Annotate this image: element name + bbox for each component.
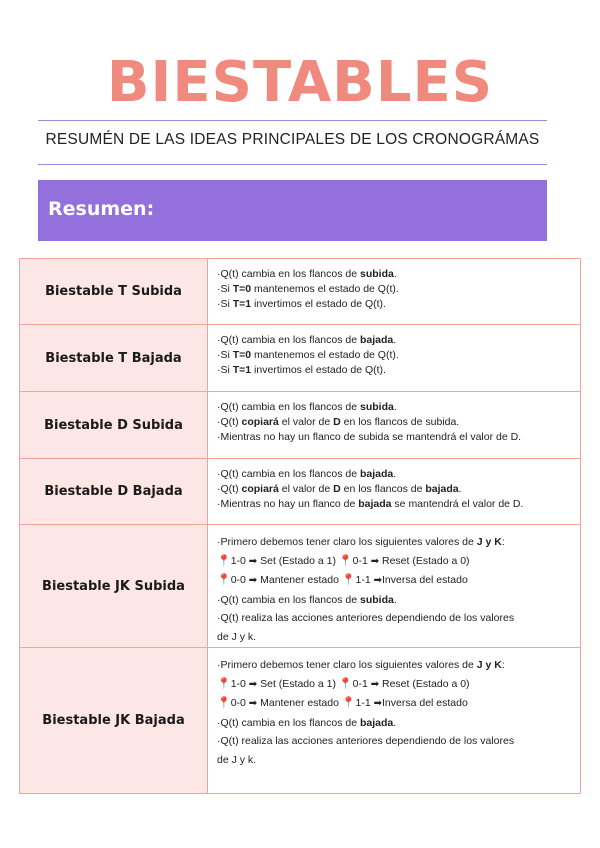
right-arrow-icon: ➡ — [370, 555, 380, 567]
bold-term: subida — [359, 593, 394, 606]
text-run: invertimos el estado de Q(t). — [251, 364, 386, 376]
description-line — [217, 714, 574, 733]
bottom-divider — [38, 164, 547, 165]
text-run: ·Si — [217, 298, 233, 310]
text-run: el valor de — [278, 416, 334, 428]
text-run: 1-0 — [230, 677, 249, 690]
pushpin-icon: 📍 — [338, 677, 353, 690]
row-label: Biestable T Bajada — [20, 325, 208, 392]
pushpin-icon: 📍 — [217, 677, 231, 690]
text-run: Inversa del estado — [382, 574, 468, 586]
text-run: ·Si — [217, 364, 233, 376]
bold-term: J y K — [476, 536, 502, 548]
description-line — [217, 694, 574, 714]
text-run: de J y k. — [217, 630, 257, 643]
bold-term: bajada — [359, 716, 394, 729]
text-run: 0-1 — [352, 554, 371, 567]
pushpin-icon: 📍 — [341, 574, 356, 586]
text-run: . — [393, 593, 397, 606]
text-run: ·Primero debemos tener claro los siguientes valores de — [217, 659, 477, 671]
text-run: ·Primero debemos tener claro los siguientes valores de — [217, 536, 477, 548]
bold-term: T=0 — [232, 283, 252, 295]
description-line — [217, 297, 574, 312]
text-run: 0-0 — [230, 574, 249, 586]
text-run: ·Q(t) cambia en los flancos de — [217, 468, 360, 480]
bold-term: copiará — [241, 416, 279, 428]
text-run: ·Q(t) cambia en los flancos de — [217, 593, 360, 606]
summary-row — [20, 648, 581, 794]
summary-row — [20, 325, 581, 392]
text-run: ·Q(t) cambia en los flancos de — [217, 716, 360, 729]
bold-term: D — [333, 483, 341, 495]
text-run: Mantener estado — [257, 697, 342, 709]
text-run: ·Q(t) — [217, 416, 242, 428]
summary-row — [20, 392, 581, 459]
text-run: el valor de — [278, 483, 334, 495]
description-line — [217, 732, 574, 751]
text-run: Mantener estado — [257, 574, 342, 586]
text-run: : — [501, 659, 505, 671]
row-label: Biestable T Subida — [20, 259, 208, 325]
bold-term: T=0 — [232, 349, 252, 361]
text-run: : — [501, 536, 505, 548]
text-run: ·Q(t) realiza las acciones anteriores dependiendo de los valores — [217, 612, 515, 624]
text-run: invertimos el estado de Q(t). — [251, 298, 386, 310]
text-run: ·Q(t) cambia en los flancos de — [217, 401, 360, 413]
description-line — [217, 533, 574, 552]
text-run: ·Mientras no hay un flanco de subida se mantendrá el valor de D. — [217, 431, 522, 443]
row-description — [208, 459, 581, 525]
row-label: Biestable D Bajada — [20, 459, 208, 525]
text-run: ·Q(t) cambia en los flancos de — [217, 334, 360, 346]
text-run: ·Si — [217, 283, 233, 295]
pushpin-icon: 📍 — [217, 554, 231, 567]
pushpin-icon: 📍 — [338, 554, 353, 567]
right-arrow-icon: ➡ — [248, 698, 258, 709]
bold-term: bajada — [358, 498, 392, 510]
description-line — [217, 333, 574, 348]
right-arrow-icon: ➡ — [370, 678, 380, 690]
description-line — [217, 267, 574, 282]
bold-term: T=1 — [232, 298, 252, 310]
summary-row — [20, 459, 581, 525]
text-run: mantenemos el estado de Q(t). — [251, 283, 399, 295]
description-line — [217, 571, 574, 591]
bold-term: bajada — [425, 483, 459, 495]
text-run: se mantendrá el valor de D. — [391, 498, 524, 510]
row-description — [208, 525, 581, 648]
row-label: Biestable JK Bajada — [20, 648, 208, 794]
text-run: 1-1 — [355, 574, 374, 586]
description-line — [217, 675, 574, 695]
text-run: Set (Estado a 1) — [257, 554, 339, 567]
summary-row — [20, 525, 581, 648]
summary-table — [19, 258, 581, 794]
text-run: . — [393, 401, 397, 413]
text-run: Set (Estado a 1) — [257, 677, 339, 690]
description-line — [217, 282, 574, 297]
summary-row — [20, 259, 581, 325]
description-line — [217, 497, 574, 512]
text-run: 1-1 — [355, 697, 374, 709]
description-line — [217, 415, 574, 430]
text-run: ·Q(t) — [217, 483, 242, 495]
bold-term: T=1 — [232, 364, 252, 376]
description-line — [217, 591, 574, 610]
text-run: mantenemos el estado de Q(t). — [251, 349, 399, 361]
row-label: Biestable JK Subida — [20, 525, 208, 648]
description-line — [217, 467, 574, 482]
description-line — [217, 656, 574, 675]
summary-banner-label: Resumen: — [48, 198, 155, 220]
description-line — [217, 609, 574, 628]
description-line — [217, 482, 574, 497]
bold-term: subida — [359, 268, 394, 280]
text-run: . — [393, 468, 397, 480]
document-subtitle: RESUMÉN DE LAS IDEAS PRINCIPALES DE LOS CRONOGRÁMAS — [45, 131, 540, 148]
text-run: Reset (Estado a 0) — [379, 554, 470, 567]
bold-term: D — [333, 416, 341, 428]
bold-term: bajada — [359, 468, 394, 480]
right-arrow-icon: ➡ — [248, 555, 258, 567]
text-run: Inversa del estado — [382, 697, 468, 709]
bold-term: J y K — [476, 659, 502, 671]
description-line — [217, 552, 574, 572]
text-run: ·Si — [217, 349, 233, 361]
text-run: en los flancos de subida. — [340, 416, 460, 428]
row-description — [208, 392, 581, 459]
pushpin-icon: 📍 — [217, 574, 231, 586]
text-run: . — [458, 483, 462, 495]
pushpin-icon: 📍 — [217, 697, 231, 709]
text-run: . — [393, 716, 397, 729]
text-run: Reset (Estado a 0) — [379, 677, 470, 690]
summary-banner — [38, 180, 547, 241]
text-run: de J y k. — [217, 753, 257, 766]
text-run: . — [393, 268, 397, 280]
description-line — [217, 400, 574, 415]
text-run: ·Q(t) realiza las acciones anteriores dependiendo de los valores — [217, 735, 515, 747]
row-description — [208, 259, 581, 325]
row-description — [208, 648, 581, 794]
right-arrow-icon: ➡ — [248, 575, 258, 586]
text-run: 0-1 — [352, 677, 371, 690]
row-description — [208, 325, 581, 392]
description-line — [217, 348, 574, 363]
description-line — [217, 363, 574, 378]
bold-term: bajada — [359, 334, 394, 346]
description-line — [217, 430, 574, 445]
text-run: . — [393, 334, 397, 346]
right-arrow-icon: ➡ — [373, 575, 383, 586]
top-divider — [38, 120, 547, 121]
right-arrow-icon: ➡ — [373, 698, 383, 709]
description-line — [217, 628, 574, 647]
text-run: en los flancos de — [340, 483, 426, 495]
text-run: ·Mientras no hay un flanco de — [217, 498, 359, 510]
document-title: BIESTABLES — [106, 50, 494, 115]
bold-term: copiará — [241, 483, 279, 495]
bold-term: subida — [359, 401, 394, 413]
right-arrow-icon: ➡ — [248, 678, 258, 690]
pushpin-icon: 📍 — [341, 697, 356, 709]
text-run: ·Q(t) cambia en los flancos de — [217, 268, 360, 280]
description-line — [217, 751, 574, 770]
text-run: 1-0 — [230, 554, 249, 567]
text-run: 0-0 — [230, 697, 249, 709]
row-label: Biestable D Subida — [20, 392, 208, 459]
